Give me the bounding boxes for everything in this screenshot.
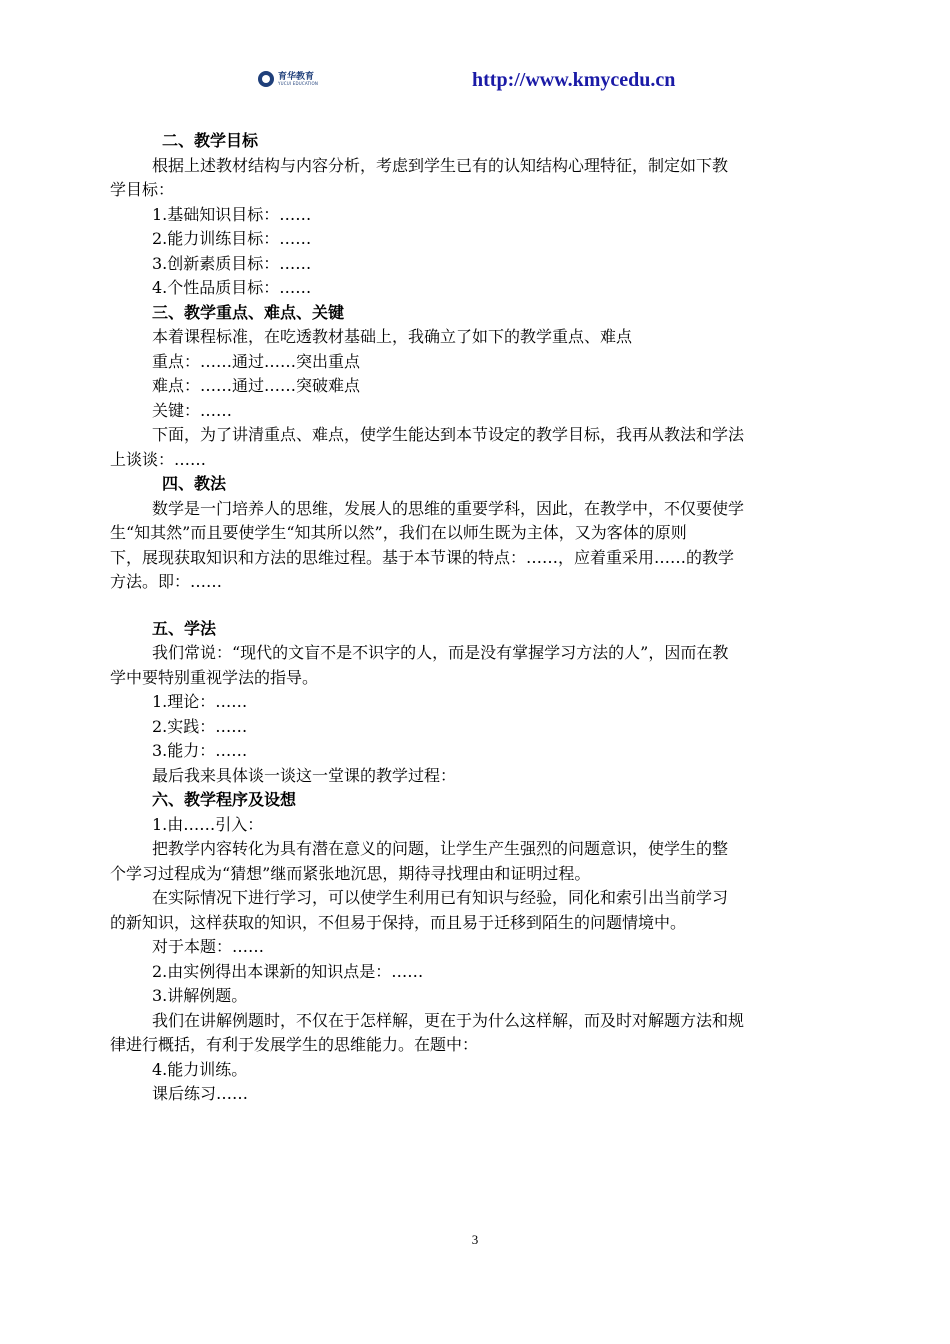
list-item: 2.实践：……: [152, 716, 248, 736]
page-number: 3: [471, 1232, 479, 1247]
company-logo: [258, 70, 318, 88]
paragraph-line: 生“知其然”而且要使学生“知其所以然”，我们在以师生既为主体，又为客体的原则: [110, 523, 687, 542]
paragraph-line: 本着课程标准，在吃透教材基础上，我确立了如下的教学重点、难点: [152, 327, 633, 346]
paragraph-line: 我们在讲解例题时，不仅在于怎样解，更在于为什么这样解，而及时对解题方法和规: [152, 1010, 745, 1030]
paragraph-line: 律进行概括，有利于发展学生的思维能力。在题中：: [110, 1035, 479, 1054]
list-item: 3.创新素质目标：……: [152, 253, 312, 273]
paragraph-line: 个学习过程成为“猜想”继而紧张地沉思，期待寻找理由和证明过程。: [110, 863, 591, 883]
page-header: [0, 0, 950, 110]
section-heading: 五、学法: [152, 618, 217, 638]
paragraph-line: 把教学内容转化为具有潜在意义的问题，让学生产生强烈的问题意识，使学生的整: [152, 839, 729, 858]
list-item: 4.个性品质目标：……: [152, 278, 312, 297]
paragraph-line: 最后我来具体谈一谈这一堂课的教学过程：: [152, 765, 457, 785]
list-item: 1.基础知识目标：……: [152, 204, 312, 224]
paragraph-line: 我们常说：“现代的文盲不是不识字的人，而是没有掌握学习方法的人”，因而在教: [152, 643, 729, 662]
section-heading: 二、教学目标: [162, 131, 259, 150]
paragraph-line: 课后练习……: [152, 1084, 249, 1103]
list-item: 2.由实例得出本课新的知识点是：……: [152, 961, 424, 981]
paragraph-line: 根据上述教材结构与内容分析，考虑到学生已有的认知结构心理特征，制定如下教: [152, 155, 729, 175]
list-item: 2.能力训练目标：……: [152, 229, 312, 248]
logo-chinese-text: 育华教育: [278, 71, 315, 82]
list-item: 4.能力训练。: [152, 1059, 248, 1079]
section-heading: 四、教法: [162, 474, 227, 493]
website-url[interactable]: http://www.kmycedu.cn: [472, 69, 676, 91]
paragraph-line: 在实际情况下进行学习，可以使学生利用已有知识与经验，同化和索引出当前学习: [152, 888, 729, 907]
section-heading: 六、教学程序及设想: [152, 790, 297, 809]
list-item: 1.理论：……: [152, 692, 248, 711]
list-item: 3.能力：……: [152, 741, 248, 760]
list-item: 重点：……通过……突出重点: [152, 351, 361, 371]
paragraph-line: 的新知识，这样获取的知识，不但易于保持，而且易于迁移到陌生的问题情境中。: [110, 912, 687, 932]
document-body: [110, 129, 842, 1107]
list-item: 难点：……通过……突破难点: [152, 376, 361, 395]
list-item: 1.由……引入：: [152, 814, 264, 834]
paragraph-line: 下面，为了讲清重点、难点，使学生能达到本节设定的教学目标，我再从教法和学法: [152, 425, 745, 444]
section-heading: 三、教学重点、难点、关键: [152, 302, 345, 322]
paragraph-line: 下，展现获取知识和方法的思维过程。基于本节课的特点：……，应着重采用……的教学: [110, 547, 735, 567]
list-item: 3.讲解例题。: [152, 986, 248, 1005]
logo-emblem-icon: [258, 71, 274, 87]
paragraph-line: 数学是一门培养人的思维，发展人的思维的重要学科，因此，在教学中，不仅要使学: [152, 498, 745, 518]
logo-english-text: YUCUI EDUCATION: [278, 80, 319, 86]
paragraph-line: 学目标：: [110, 180, 175, 199]
paragraph-line: 方法。即：……: [110, 572, 223, 591]
list-item: 关键：……: [152, 400, 233, 420]
paragraph-line: 上谈谈：……: [110, 449, 207, 469]
paragraph-line: 学中要特别重视学法的指导。: [110, 667, 319, 687]
paragraph-line: 对于本题：……: [152, 937, 265, 956]
